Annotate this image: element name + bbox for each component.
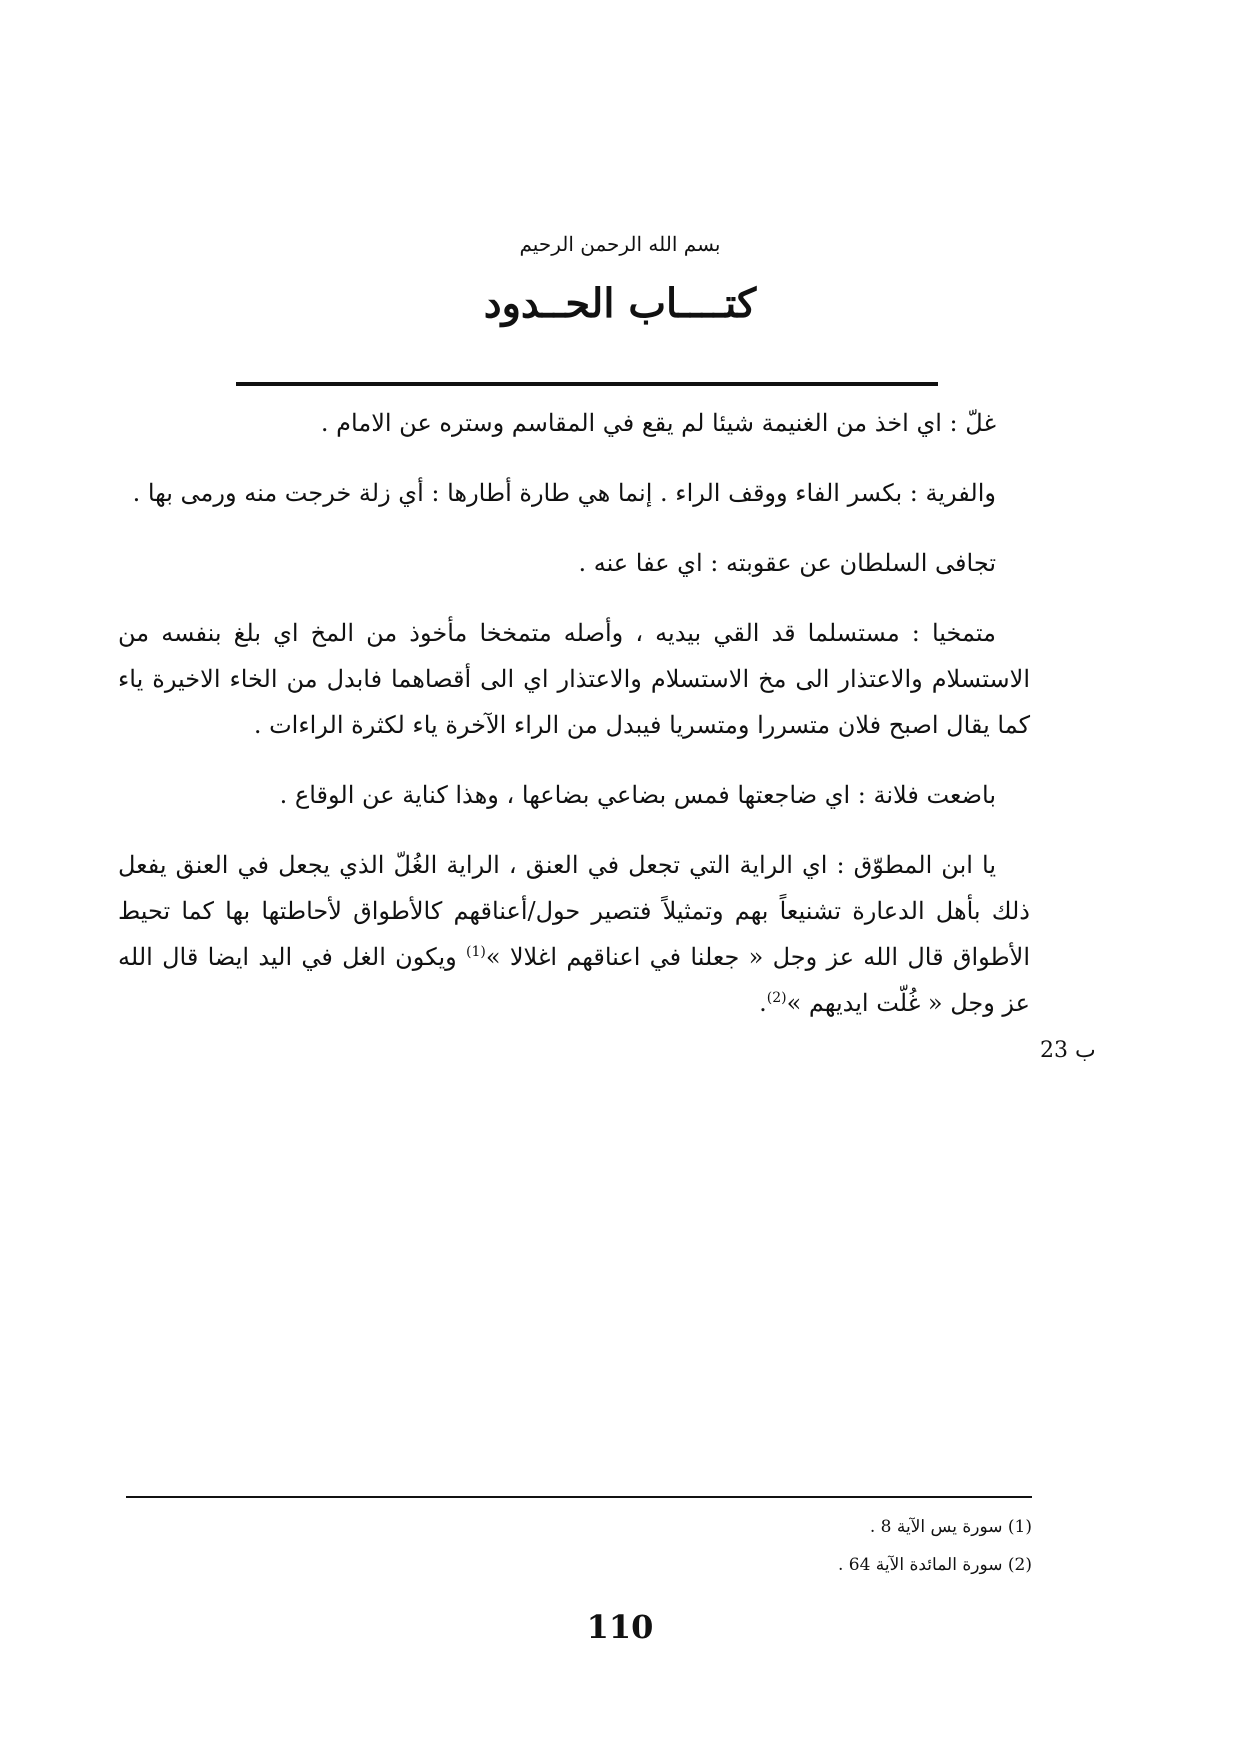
paragraph-5: باضعت فلانة : اي ضاجعتها فمس بضاعي بضاعها ، وهذا كناية عن الوقاع . bbox=[279, 781, 996, 809]
footnote-rule bbox=[126, 1496, 1032, 1498]
body-text bbox=[118, 400, 1030, 1026]
paragraph-6-text-a: يا ابن المطوّق : اي الراية التي تجعل في العنق ، الراية الغُلّ الذي يجعل في العنق يفعل ذلك بأهل الدعارة تشنيعاً بهم وتمثيلاً فتصير حول/أعناقهم كالأطواق لأحاطتها بها كما تحيط الأطواق قال الله عز وجل « جعلنا في اعناقهم اغلالا » bbox=[118, 851, 1031, 971]
basmala: بسم الله الرحمن الرحيم bbox=[519, 232, 721, 256]
paragraph-2: والفرية : بكسر الفاء ووقف الراء . إنما هي طارة أطارها : أي زلة خرجت منه ورمى بها . bbox=[132, 479, 996, 507]
footnote-ref-2: (2) bbox=[766, 990, 787, 1006]
paragraph-3: تجافى السلطان عن عقوبته : اي عفا عنه . bbox=[578, 549, 996, 577]
paragraph-6-text-c: . bbox=[759, 989, 767, 1017]
title-rule bbox=[236, 382, 938, 386]
footnote-ref-1: (1) bbox=[466, 944, 486, 960]
folio-margin-note: 23 ب bbox=[1040, 1038, 1096, 1063]
paragraph-4: متمخيا : مستسلما قد القي بيديه ، وأصله متمخخا مأخوذ من المخ اي بلغ بنفسه من الاستسلام والاعتذار الى مخ الاستسلام والاعتذار اي الى أقصاهما فابدل من الخاء الاخيرة ياء كما يقال اصبح فلان متسررا ومتسريا فيبدل من الراء الآخرة ياء لكثرة الراءات . bbox=[118, 619, 1030, 739]
footnote-2: (2) سورة المائدة الآية 64 . bbox=[837, 1555, 1032, 1575]
paragraph-1: غلّ : اي اخذ من الغنيمة شيئا لم يقع في المقاسم وستره عن الامام . bbox=[320, 409, 996, 437]
page-number: 110 bbox=[586, 1608, 654, 1646]
footnote-1: (1) سورة يس الآية 8 . bbox=[869, 1517, 1032, 1537]
book-title: كتــــاب الحــدود bbox=[483, 280, 757, 327]
footnotes bbox=[126, 1508, 1032, 1584]
paragraph-6-text-b: ويكون الغل في اليد ايضا قال الله عز وجل « غُلّت ايديهم » bbox=[118, 943, 1030, 1017]
paragraph-6 bbox=[118, 842, 1030, 1026]
